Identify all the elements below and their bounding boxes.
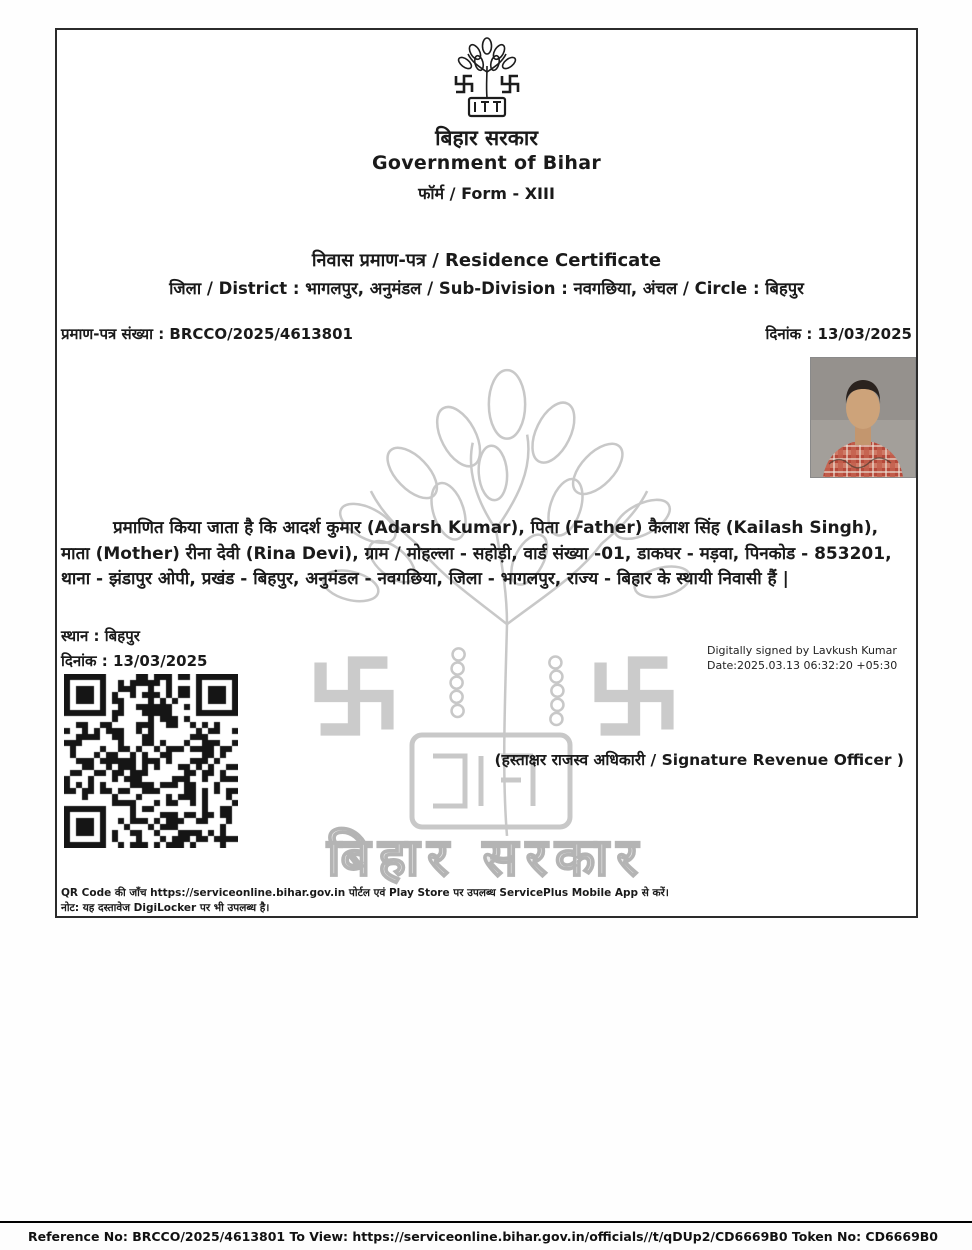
- swastika-watermark-right: [590, 652, 678, 740]
- signoff-date-line: दिनांक : 13/03/2025: [61, 652, 208, 670]
- org-name-hindi: बिहार सरकार: [435, 126, 538, 150]
- digital-signature-line1: Digitally signed by Lavkush Kumar: [707, 644, 897, 657]
- applicant-photo: [810, 357, 916, 478]
- revenue-officer-signature-label: (हस्ताक्षर राजस्व अधिकारी / Signature Revenue Officer ): [494, 751, 904, 769]
- form-number: फॉर्म / Form - XIII: [418, 184, 555, 203]
- bihar-sarkar-watermark-text: बिहार सरकार: [327, 828, 646, 888]
- digital-signature-block: [707, 644, 897, 674]
- digilocker-note: नोट: यह दस्तावेज DigiLocker पर भी उपलब्ध है।: [61, 902, 270, 915]
- reference-footer-bar: [0, 1221, 972, 1250]
- declaration-text: प्रमाणित किया जाता है कि आदर्श कुमार (Adarsh Kumar), पिता (Father) कैलाश सिंह (Kailash Singh), माता (Mother) रीना देवी (Rina Devi), ग्राम / मोहल्ला - सहोड़ी, वार्ड संख्या -01, डाकघर - मड़वा, पिनकोड - 853201, थाना - झंडापुर ओपी, प्रखंड - बिहपुर, अनुमंडल - नवगछिया, जिला - भागलपुर, राज्य - बिहार के स्थायी निवासी हैं |: [61, 518, 892, 589]
- tree-watermark: [295, 360, 719, 844]
- certificate-border: [55, 28, 918, 918]
- jay-emblem-watermark: [407, 730, 575, 832]
- org-name-english: Government of Bihar: [371, 152, 602, 174]
- qr-verification-note: QR Code की जाँच https://serviceonline.bihar.gov.in पोर्टल एवं Play Store पर उपलब्ध ServicePlus Mobile App से करें।: [61, 887, 669, 899]
- reference-line: Reference No: BRCCO/2025/4613801 To View: https://serviceonline.bihar.gov.in/officials//t/qDUp2/CD6669B0 Token No: CD6669B0: [28, 1229, 938, 1244]
- qr-code: [64, 674, 238, 848]
- district-subdivision-circle-line: जिला / District : भागलपुर, अनुमंडल / Sub-Division : नवगछिया, अंचल / Circle : बिहपुर: [169, 279, 804, 298]
- certificate-title: निवास प्रमाण-पत्र / Residence Certificate: [311, 250, 662, 271]
- digital-signature-line2: Date:2025.03.13 06:32:20 +05:30: [707, 658, 898, 672]
- swastika-watermark-left: [310, 652, 398, 740]
- certificate-number: प्रमाण-पत्र संख्या : BRCCO/2025/4613801: [61, 325, 353, 343]
- issue-date: दिनांक : 13/03/2025: [765, 325, 912, 343]
- place-line: स्थान : बिहपुर: [61, 627, 140, 645]
- bihar-emblem-icon: [442, 36, 532, 122]
